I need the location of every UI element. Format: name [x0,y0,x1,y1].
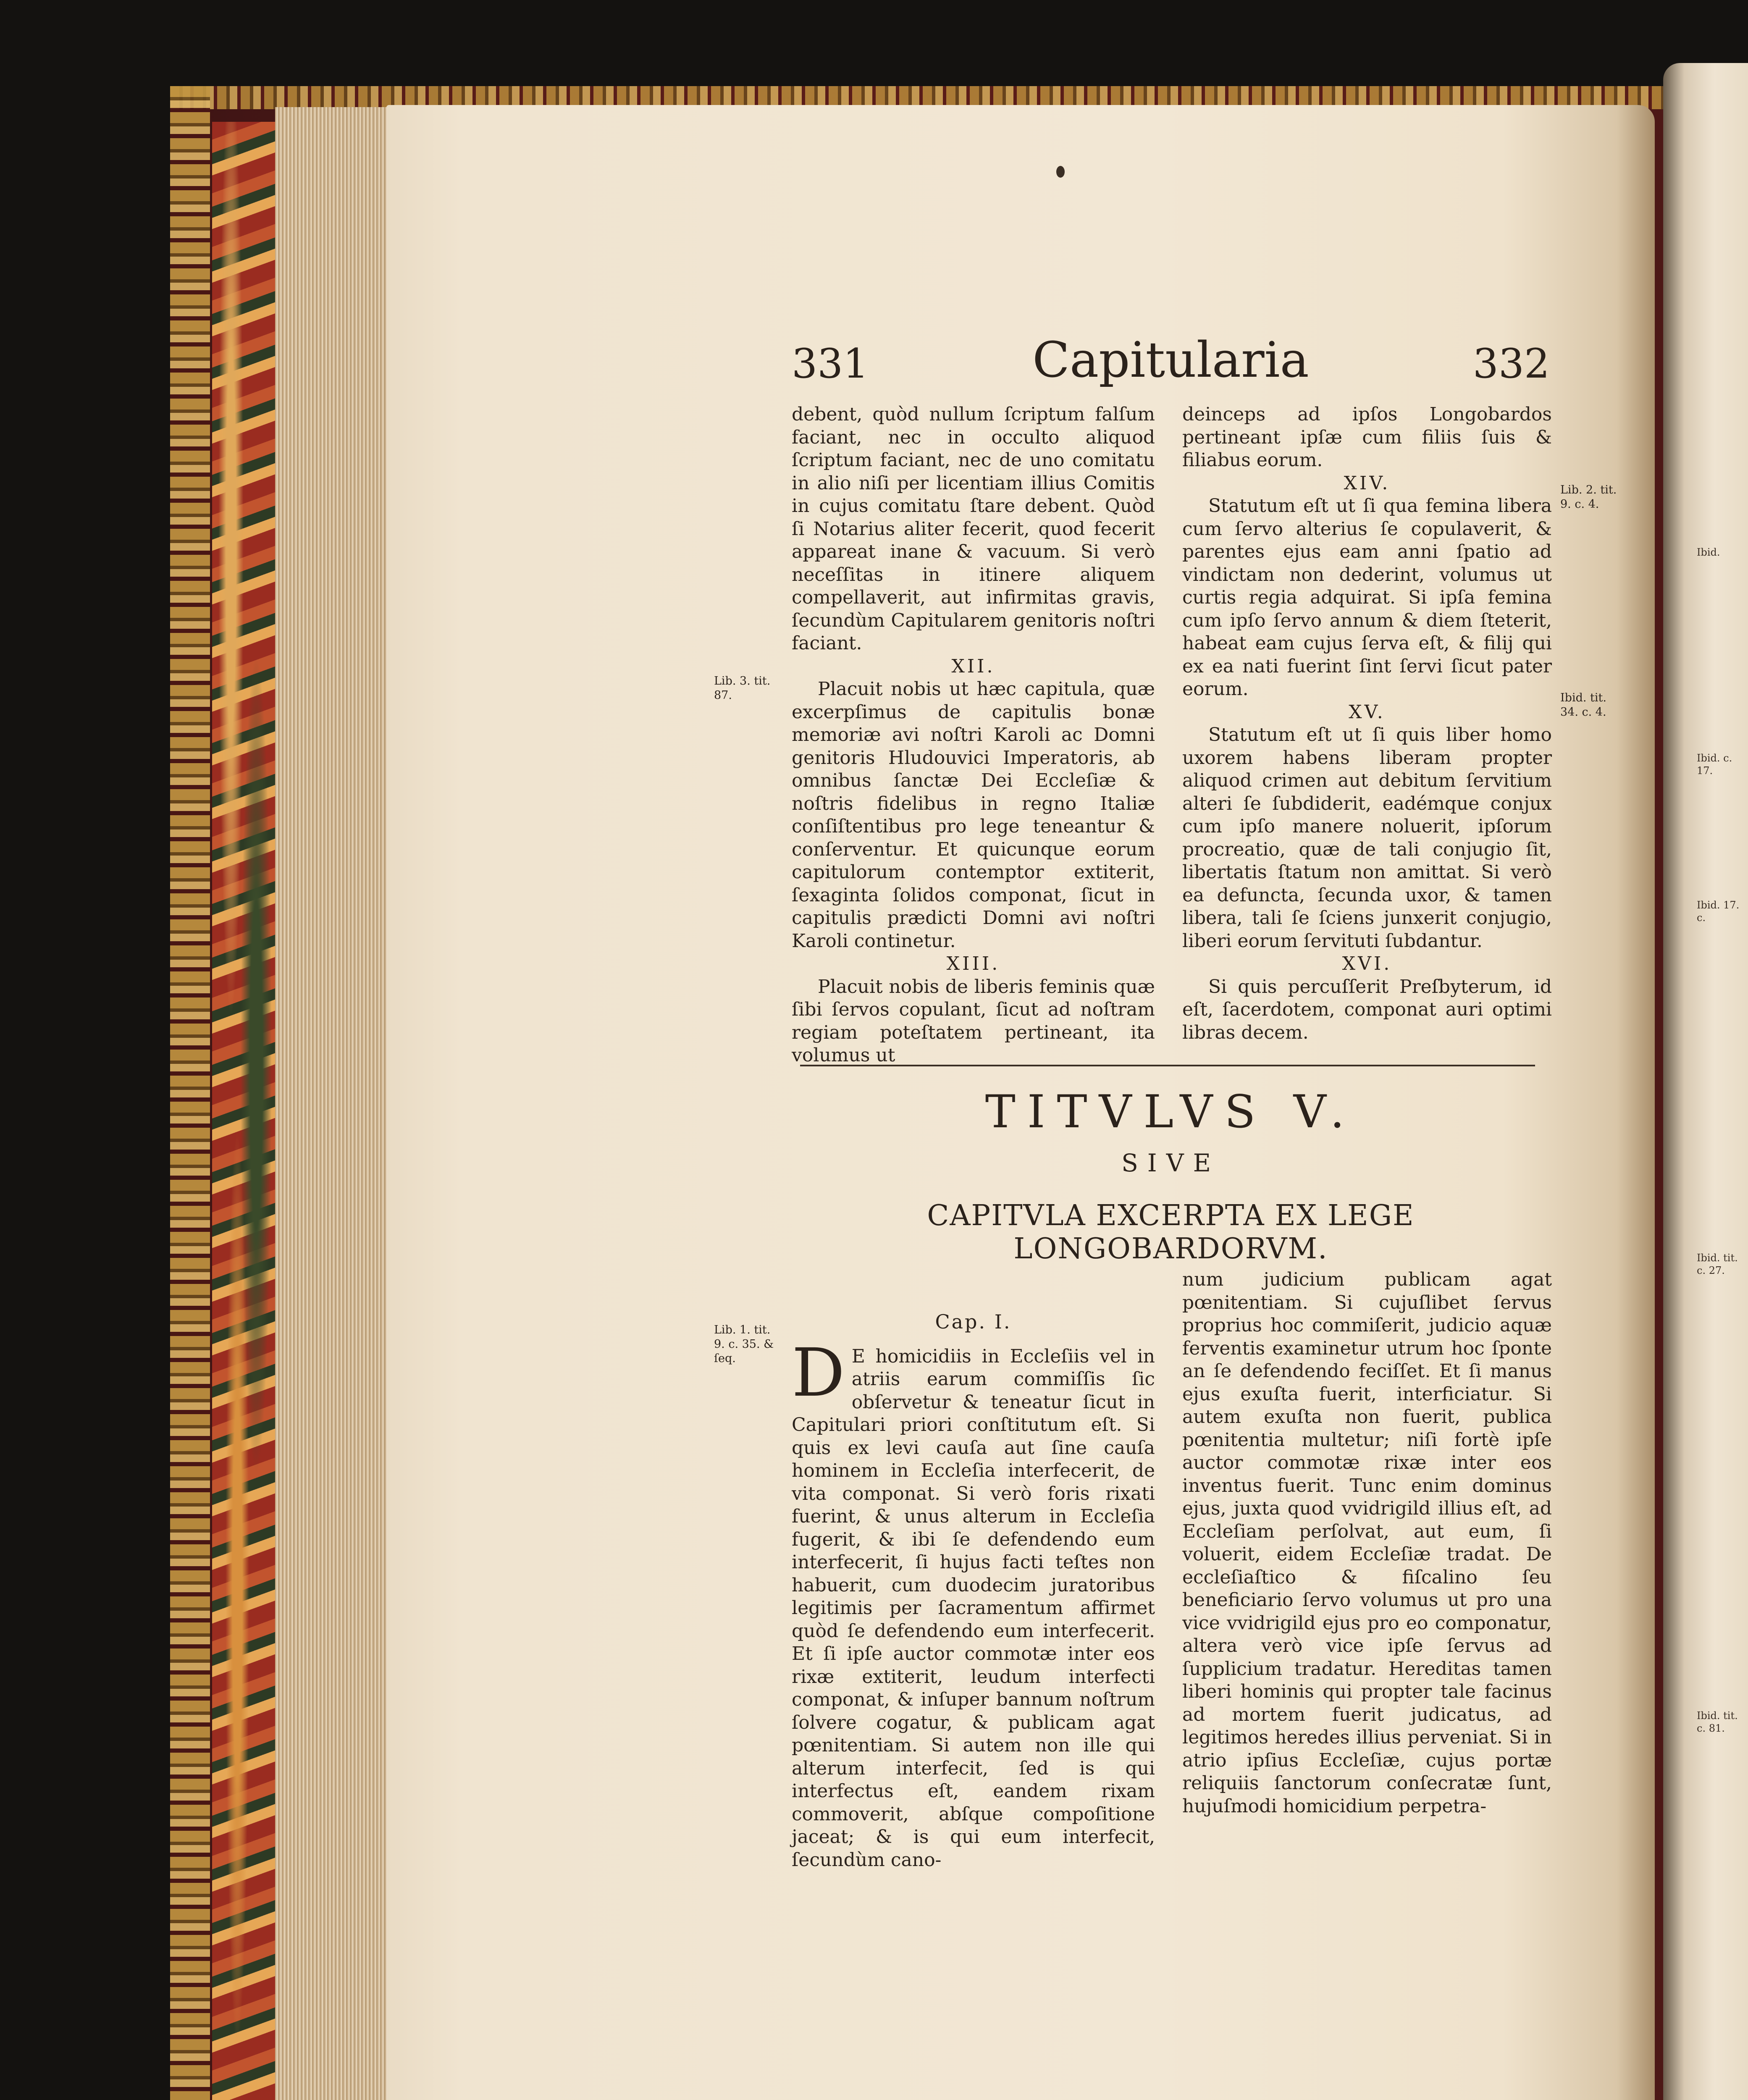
chapter-number: XII. [951,655,995,677]
ink-spot [1056,166,1065,178]
facing-page-edge [1663,63,1748,2100]
chapter-number: XIII. [946,953,1000,974]
text-column-upper-left [792,403,1155,1067]
chapter-heading: Cap. I. [935,1310,1012,1333]
facing-note-1: Ibid. [1697,546,1720,558]
margin-note-left-2: Lib. 1. tit. 9. c. 35. & ſeq. [714,1323,774,1365]
margin-note-right-1: Lib. 2. tit. 9. c. 4. [1560,483,1617,511]
paragraph: Placuit nobis ut hæc capitula, quæ excerpſimus de capitulis bonæ memoriæ avi noſtri Karoli ac Domni genitoris Hludouvici Imperatoris, ab omnibus ſanctæ Dei Eccleſiæ & noſtris fidelibus in regno Italiæ conſiſtentibus pro lege teneantur & conſerventur. Et quicunque eorum capitulorum contemptor extiterit, ſexaginta ſolidos componat, ſicut in capitulis prædicti Domni avi noſtri Karoli continetur. [792,678,1155,952]
gilt-border-left [170,86,210,2100]
paragraph: debent, quòd nullum ſcriptum falſum faciant, nec in occulto aliquod ſcriptum faciant, nec de uno comitatu in alio niſi per licentiam illius Comitis in cujus comitatu ſtare debent. Quòd ſi Notarius aliter fecerit, quod fecerit appareat inane & vacuum. Si verò neceſſitas in itinere aliquem compellaverit, aut infirmitas gravis, ſecundùm Capitularem genitoris noſtri faciant. [792,404,1155,654]
chapter-number: XV. [1349,701,1386,723]
paragraph: Placuit nobis de liberis feminis quæ ſibi ſervos copulant, ſicut ad noſtram regiam poteſtatem pertineant, ita volumus ut [792,976,1155,1066]
facing-note-2: Ibid. c. 17. [1697,752,1732,777]
section-subtitle-sive: SIVE [1121,1149,1220,1177]
section-rule [800,1065,1535,1066]
paragraph: num judicium publicam agat pœnitentiam. Si cujuſlibet ſervus proprius hoc commiſerit, judicio aquæ ferventis examinetur utrum hoc ſponte an ſe defendendo feciſſet. Et ſi manus ejus exuſta fuerit, interficiatur. Si autem exuſta non fuerit, publica pœnitentia multetur; niſi fortè ipſe auctor commotæ rixæ inter eos inventus fuerit. Tunc enim dominus ejus, juxta quod vvidrigild illius eſt, ad Eccleſiam perſolvat, aut eum, ſi voluerit, eidem Eccleſiæ tradat. De eccleſiaſtico & fiſcalino ſeu beneficiario ſervo volumus ut pro una vice vvidrigild ejus pro eo componatur, altera verò vice ipſe ſervus ad ſupplicium tradatur. Hereditas tamen liberi hominis qui propter tale facinus ad mortem fuerit judicatus, ad legitimos heredes illius perveniat. Si in atrio ipſius Eccleſiæ, cujus portæ reliquiis ſanctorum conſecratæ ſunt, hujuſmodi homicidium perpetra- [1182,1269,1552,1817]
page-number-right: 332 [1472,340,1550,387]
paragraph: Statutum eſt ut ſi quis liber homo uxorem habens liberam propter aliquod crimen aut debitum ſervitium alteri ſe ſubdiderit, eadémque conjux cum ipſo manere noluerit, ipſorum procreatio, quæ de tali conjugio ſit, libertatis ſtatum non amittat. Si verò ea defuncta, ſecunda uxor, & tamen libera, tali ſe ſciens junxerit conjugio, liberi eorum ſervituti ſubdantur. [1182,724,1552,952]
facing-note-4: Ibid. tit. c. 27. [1697,1252,1738,1276]
margin-note-right-2: Ibid. tit. 34. c. 4. [1560,691,1606,719]
section-title: TITVLVS V. [985,1086,1357,1138]
running-header [792,332,1550,395]
text-column-upper-right [1182,403,1552,1044]
paragraph: deinceps ad ipſos Longobardos pertineant ipſæ cum filiis ſuis & filiabus eorum. [1182,404,1552,471]
margin-note-left-1: Lib. 3. tit. 87. [714,675,771,702]
marbled-endpaper [212,122,275,2100]
section-heading: CAPITVLA EXCERPTA EX LEGE LONGOBARDORVM. [927,1199,1415,1265]
facing-note-5: Ibid. tit. c. 81. [1697,1710,1738,1734]
paragraph-text: E homicidiis in Eccleſiis vel in atriis earum commiſſis ſic obſervetur & teneatur ſicut in Capitulari priori conſtitutum eſt. Si quis ex levi cauſa aut ſine cauſa hominem in Eccleſia interfecerit, de vita componat. Si verò foris rixati fuerint, & unus alterum in Eccleſia fugerit, & ibi ſe defendendo eum interfecerit, ſi hujus facti teſtes non habuerit, cum duodecim juratoribus legitimis per ſacramentum affirmet quòd ſe defendendo eum interfecerit. Et ſi ipſe auctor commotæ inter eos rixæ extiterit, leudum interfecti componat, & inſuper bannum noſtrum ſolvere cogatur, & publicam agat pœnitentiam. Si autem non ille qui alterum interfecit, ſed is qui interfectus eſt, eandem rixam commoverit, abſque compoſitione jaceat; & is qui eum interfecit, ſecundùm cano- [792,1345,1155,1871]
page-block-edge [275,107,393,2100]
running-title: Capitularia [1032,332,1309,388]
text-column-lower-left [792,1310,1155,1872]
paragraph: Statutum eſt ut ſi qua femina libera cum ſervo alterius ſe copulaverit, & parentes ejus eam anni ſpatio ad vindictam non dederint, volumus ut curtis regia adquirat. Si ipſa femina cum ipſo ſervo annum & diem ſteterit, habeat eam cujus ſerva eſt, & filij qui ex ea nati fuerint ſint ſervi ſicut pater eorum. [1182,495,1552,700]
facing-note-3: Ibid. 17. c. [1697,899,1740,924]
paragraph-with-initial [792,1334,1155,1872]
chapter-number: XIV. [1344,472,1391,494]
page-number-left: 331 [792,340,869,387]
text-column-lower-right [1182,1268,1552,1818]
chapter-number: XVI. [1342,953,1392,974]
paragraph: Si quis percuſſerit Preſbyterum, id eſt, ſacerdotem, componat auri optimi libras decem. [1182,976,1552,1043]
drop-cap: D [792,1334,845,1412]
